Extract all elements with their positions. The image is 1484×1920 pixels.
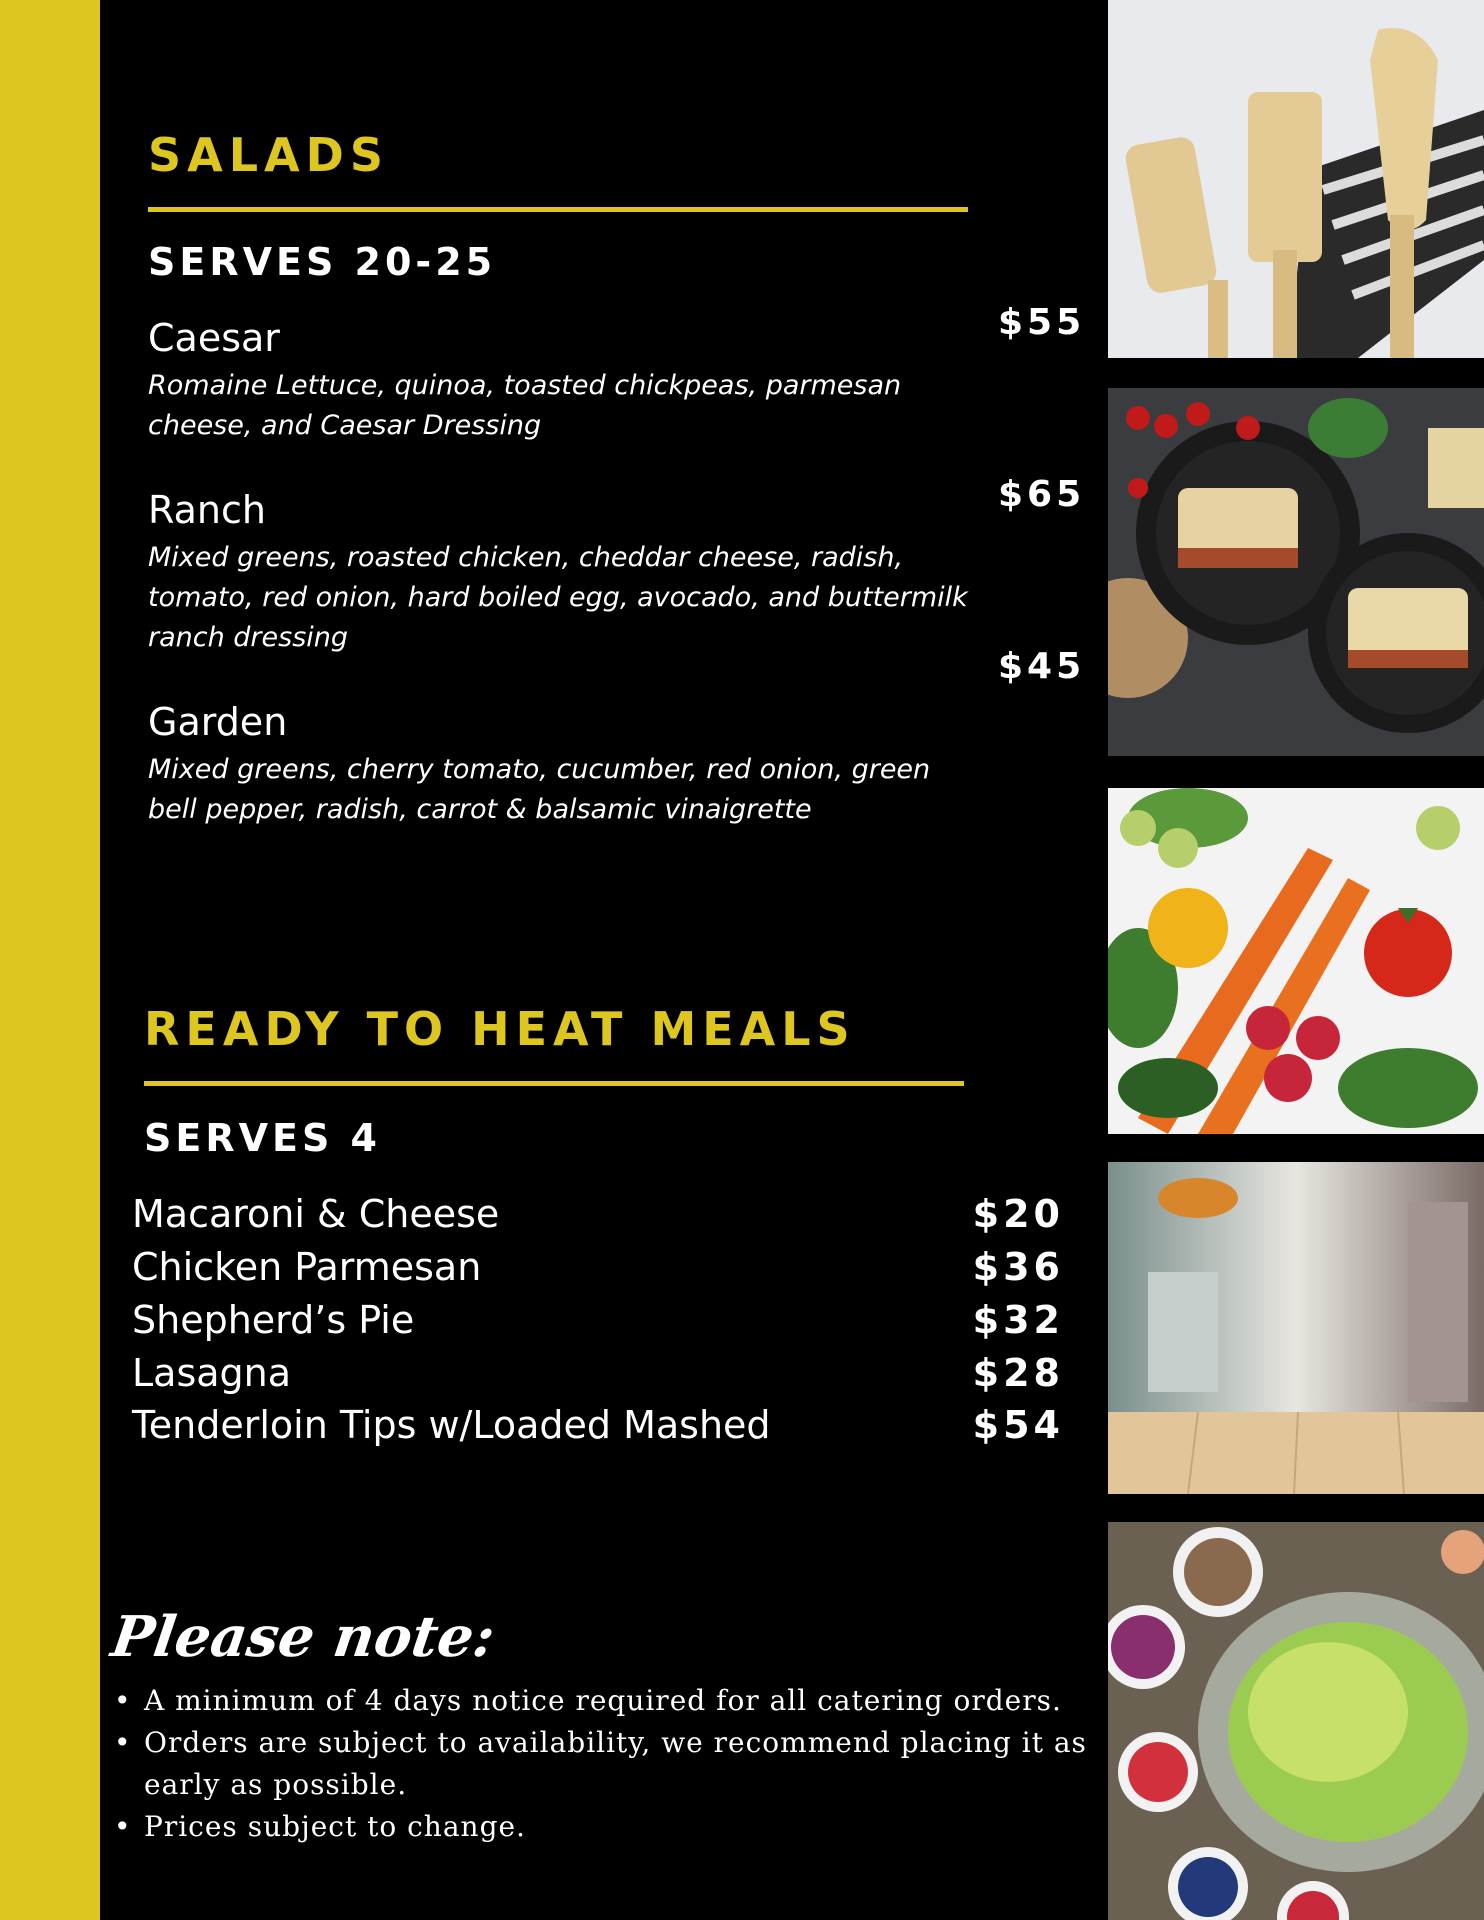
meal-price: $28	[972, 1351, 1064, 1395]
meal-name: Shepherd’s Pie	[132, 1298, 415, 1342]
salads-divider	[148, 207, 968, 212]
salad-name: Caesar	[148, 316, 280, 360]
accent-stripe	[0, 0, 100, 1920]
meals-title: READY TO HEAT MEALS	[144, 1002, 856, 1056]
salad-item-garden	[148, 698, 968, 830]
meal-row	[132, 1348, 1064, 1398]
meals-serves: SERVES 4	[144, 1116, 381, 1160]
carrots-vegetables-photo	[1108, 788, 1484, 1134]
meal-name: Macaroni & Cheese	[132, 1192, 500, 1236]
note-item: • Prices subject to change.	[144, 1806, 1134, 1848]
notes-title: Please note:	[107, 1604, 499, 1670]
wooden-spoons-photo	[1108, 0, 1484, 358]
salad-bowls-photo	[1108, 1522, 1484, 1920]
salad-item-caesar	[148, 314, 968, 446]
salad-name: Ranch	[148, 488, 266, 532]
salad-name: Garden	[148, 700, 288, 744]
meal-price: $54	[972, 1403, 1064, 1447]
meal-price: $20	[972, 1192, 1064, 1236]
salad-price-ranch: $65	[998, 474, 1086, 515]
photo-column	[1108, 0, 1484, 1920]
note-item: • A minimum of 4 days notice required for all catering orders.	[144, 1680, 1134, 1722]
salad-description: Mixed greens, roasted chicken, cheddar cheese, radish, tomato, red onion, hard boiled egg, avocado, and buttermilk ranch dressing	[148, 542, 968, 653]
salads-title: SALADS	[148, 128, 389, 182]
meal-price: $36	[972, 1245, 1064, 1289]
meal-row	[132, 1400, 1064, 1450]
salad-price-caesar: $55	[998, 302, 1086, 343]
meal-name: Lasagna	[132, 1351, 292, 1395]
lasagna-plates-photo	[1108, 388, 1484, 756]
meal-row	[132, 1189, 1064, 1239]
meals-divider	[144, 1081, 964, 1086]
meal-row	[132, 1295, 1064, 1345]
meal-price: $32	[972, 1298, 1064, 1342]
meal-name: Chicken Parmesan	[132, 1245, 482, 1289]
notes-list	[112, 1680, 1134, 1848]
salads-serves: SERVES 20-25	[148, 240, 497, 284]
note-item: • Orders are subject to availability, we recommend placing it as early as possible.	[144, 1722, 1134, 1806]
meal-row	[132, 1242, 1064, 1292]
salad-price-garden: $45	[998, 646, 1086, 687]
meal-name: Tenderloin Tips w/Loaded Mashed	[132, 1403, 771, 1447]
salad-description: Mixed greens, cherry tomato, cucumber, red onion, green bell pepper, radish, carrot & balsamic vinaigrette	[148, 754, 931, 825]
restaurant-table-photo	[1108, 1162, 1484, 1494]
salad-item-ranch	[148, 486, 968, 658]
salad-description: Romaine Lettuce, quinoa, toasted chickpeas, parmesan cheese, and Caesar Dressing	[148, 370, 902, 441]
